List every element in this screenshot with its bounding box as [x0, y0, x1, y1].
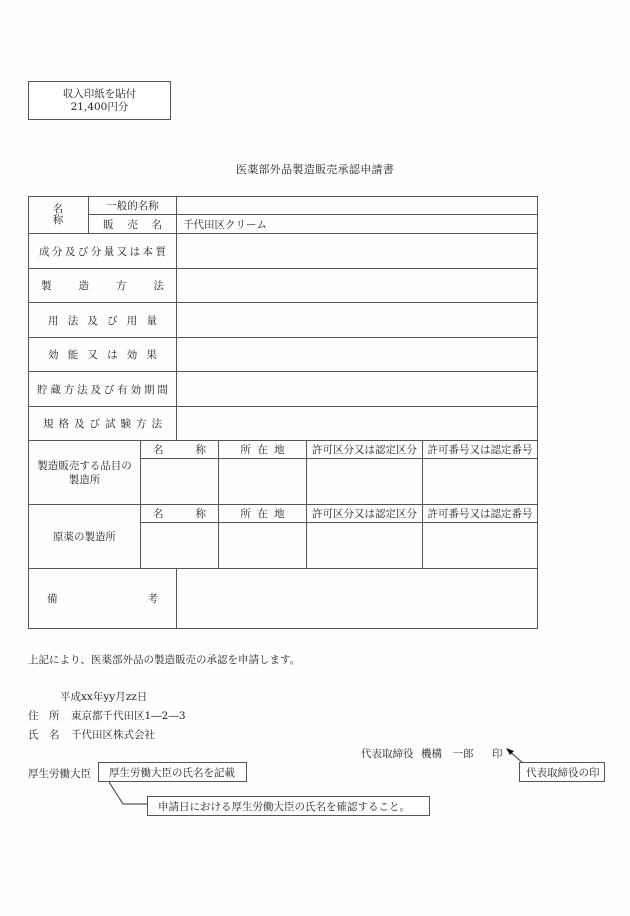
label-char: は	[107, 349, 118, 361]
ingredients-field[interactable]	[177, 234, 537, 268]
label-char: 能	[67, 349, 79, 361]
efficacy-field[interactable]	[177, 338, 537, 371]
label-char: 本	[142, 245, 153, 258]
label-char: 法	[77, 383, 88, 396]
label-char: 用	[126, 314, 138, 327]
document-title: 医薬部外品製造販売承認申請書	[235, 163, 395, 176]
general-name-field[interactable]	[177, 197, 537, 214]
dosage-field[interactable]	[177, 303, 537, 337]
header-permit-number: 許可番号又は認定番号	[427, 444, 533, 456]
manufacturing-method-field[interactable]	[177, 269, 537, 302]
label-char: 有	[117, 383, 128, 396]
name-group-label	[28, 197, 88, 233]
row-label-dosage	[29, 303, 176, 337]
table-border-right	[537, 196, 538, 629]
label-char: 及	[74, 418, 85, 430]
label-char: 間	[157, 383, 168, 396]
address-label: 住 所	[28, 710, 60, 722]
label-char: び	[107, 314, 118, 327]
label-char: 規	[43, 418, 54, 430]
label-char: 及	[64, 245, 76, 258]
label-char: 方	[116, 280, 127, 292]
label-char: は	[129, 245, 141, 258]
application-date: 平成xx年yy月zz日	[60, 691, 148, 703]
site-permit-number-field[interactable]	[423, 459, 537, 504]
label-line-1: 原薬の製造所	[53, 530, 116, 543]
product-manufacturing-site-label	[29, 441, 140, 504]
header-location: 所 在 地	[240, 508, 285, 520]
table-border-bottom	[28, 628, 538, 629]
label-char: 及	[90, 383, 101, 396]
label-char: 販	[103, 218, 114, 231]
label-char: 名	[153, 508, 164, 520]
addressee-name-box[interactable]: 厚生労働大臣の氏名を記載	[98, 762, 247, 782]
label-char: 量	[146, 314, 157, 327]
header-name	[141, 441, 218, 458]
brand-name-field[interactable]: 千代田区クリーム	[183, 218, 267, 231]
label-char: 分	[90, 245, 102, 258]
stamp-line-1: 収入印紙を貼付	[62, 88, 137, 100]
stamp-line-2: 21,400円分	[70, 101, 129, 113]
label-char: 分	[51, 245, 63, 258]
label-char: 方	[63, 383, 75, 396]
site-permit-category-field[interactable]	[307, 459, 422, 504]
brand-name-label	[89, 215, 176, 233]
label-char: 称	[52, 214, 64, 226]
label-char: び	[89, 418, 100, 430]
label-char: 考	[147, 593, 158, 605]
label-char: 名	[52, 203, 64, 215]
label-char: 及	[87, 314, 98, 327]
remarks-field[interactable]	[177, 569, 537, 628]
row-label-storage	[29, 372, 176, 406]
declaration-text: 上記により、医薬部外品の製造販売の承認を申請します。	[28, 654, 301, 666]
addressee-label: 厚生労働大臣	[28, 768, 91, 780]
label-char: 質	[155, 245, 166, 258]
applicant-label: 氏 名	[28, 729, 60, 741]
label-char: 備	[47, 593, 58, 605]
api-site-permit-number-field[interactable]	[423, 523, 537, 568]
seal-note-box: 代表取締役の印	[519, 762, 605, 782]
applicant-value: 千代田区株式会社	[71, 729, 155, 741]
label-char: 売	[127, 218, 138, 231]
storage-field[interactable]	[177, 372, 537, 406]
header-permit-number: 許可番号又は認定番号	[427, 508, 533, 520]
label-line-1: 製造販売する品目の	[37, 459, 132, 472]
label-char: 称	[195, 508, 206, 520]
label-char: 法	[151, 418, 162, 430]
row-label-efficacy	[29, 338, 176, 371]
header-permit-category: 許可区分又は認定区分	[312, 508, 417, 520]
addressee-note-box: 申請日における厚生労働大臣の氏名を確認すること。	[147, 796, 430, 816]
api-site-location-field[interactable]	[219, 523, 306, 568]
label-char: 又	[87, 349, 98, 361]
api-site-name-field[interactable]	[141, 523, 218, 568]
representative-title: 代表取締役	[361, 748, 414, 760]
label-char: 成	[39, 245, 50, 258]
header-name	[141, 505, 218, 522]
label-char: 方	[136, 418, 147, 430]
representative-name: 機構 一郎	[421, 748, 474, 760]
label-char: 造	[78, 280, 89, 292]
label-char: び	[103, 383, 115, 396]
label-char: び	[77, 245, 89, 258]
specifications-field[interactable]	[177, 407, 537, 440]
label-char: 量	[103, 245, 115, 258]
label-char: 蔵	[50, 383, 61, 396]
label-char: 法	[67, 314, 79, 327]
header-permit-category: 許可区分又は認定区分	[312, 444, 417, 456]
address-value: 東京都千代田区1―2―3	[71, 710, 186, 722]
label-char: 格	[58, 418, 69, 430]
api-manufacturing-site-label	[29, 505, 140, 568]
label-char: 又	[116, 245, 128, 258]
label-char: 貯	[37, 383, 48, 396]
label-char: 期	[144, 383, 155, 396]
label-char: 名	[153, 444, 164, 456]
label-char: 称	[195, 444, 206, 456]
seal-mark: 印	[492, 748, 503, 760]
row-label-specifications	[29, 407, 176, 440]
label-char: 果	[146, 349, 157, 361]
label-line-2: 製造所	[68, 473, 101, 486]
api-site-permit-category-field[interactable]	[307, 523, 422, 568]
remarks-label	[29, 569, 176, 628]
label-char: 験	[120, 418, 131, 430]
header-location: 所 在 地	[240, 444, 285, 456]
site-location-field[interactable]	[219, 459, 306, 504]
label-char: 用	[48, 314, 59, 327]
revenue-stamp-box	[28, 81, 171, 120]
label-char: 名	[151, 218, 162, 231]
label-char: 試	[105, 418, 116, 430]
label-char: 効	[48, 349, 59, 361]
label-char: 効	[126, 349, 138, 361]
label-char: 効	[130, 383, 142, 396]
row-label-manufacturing-method	[29, 269, 176, 302]
label-char: 法	[153, 280, 164, 292]
row-label-ingredients	[29, 234, 176, 268]
general-name-label: 一般的名称	[106, 200, 159, 212]
label-char: 製	[41, 280, 52, 292]
site-name-field[interactable]	[141, 459, 218, 504]
